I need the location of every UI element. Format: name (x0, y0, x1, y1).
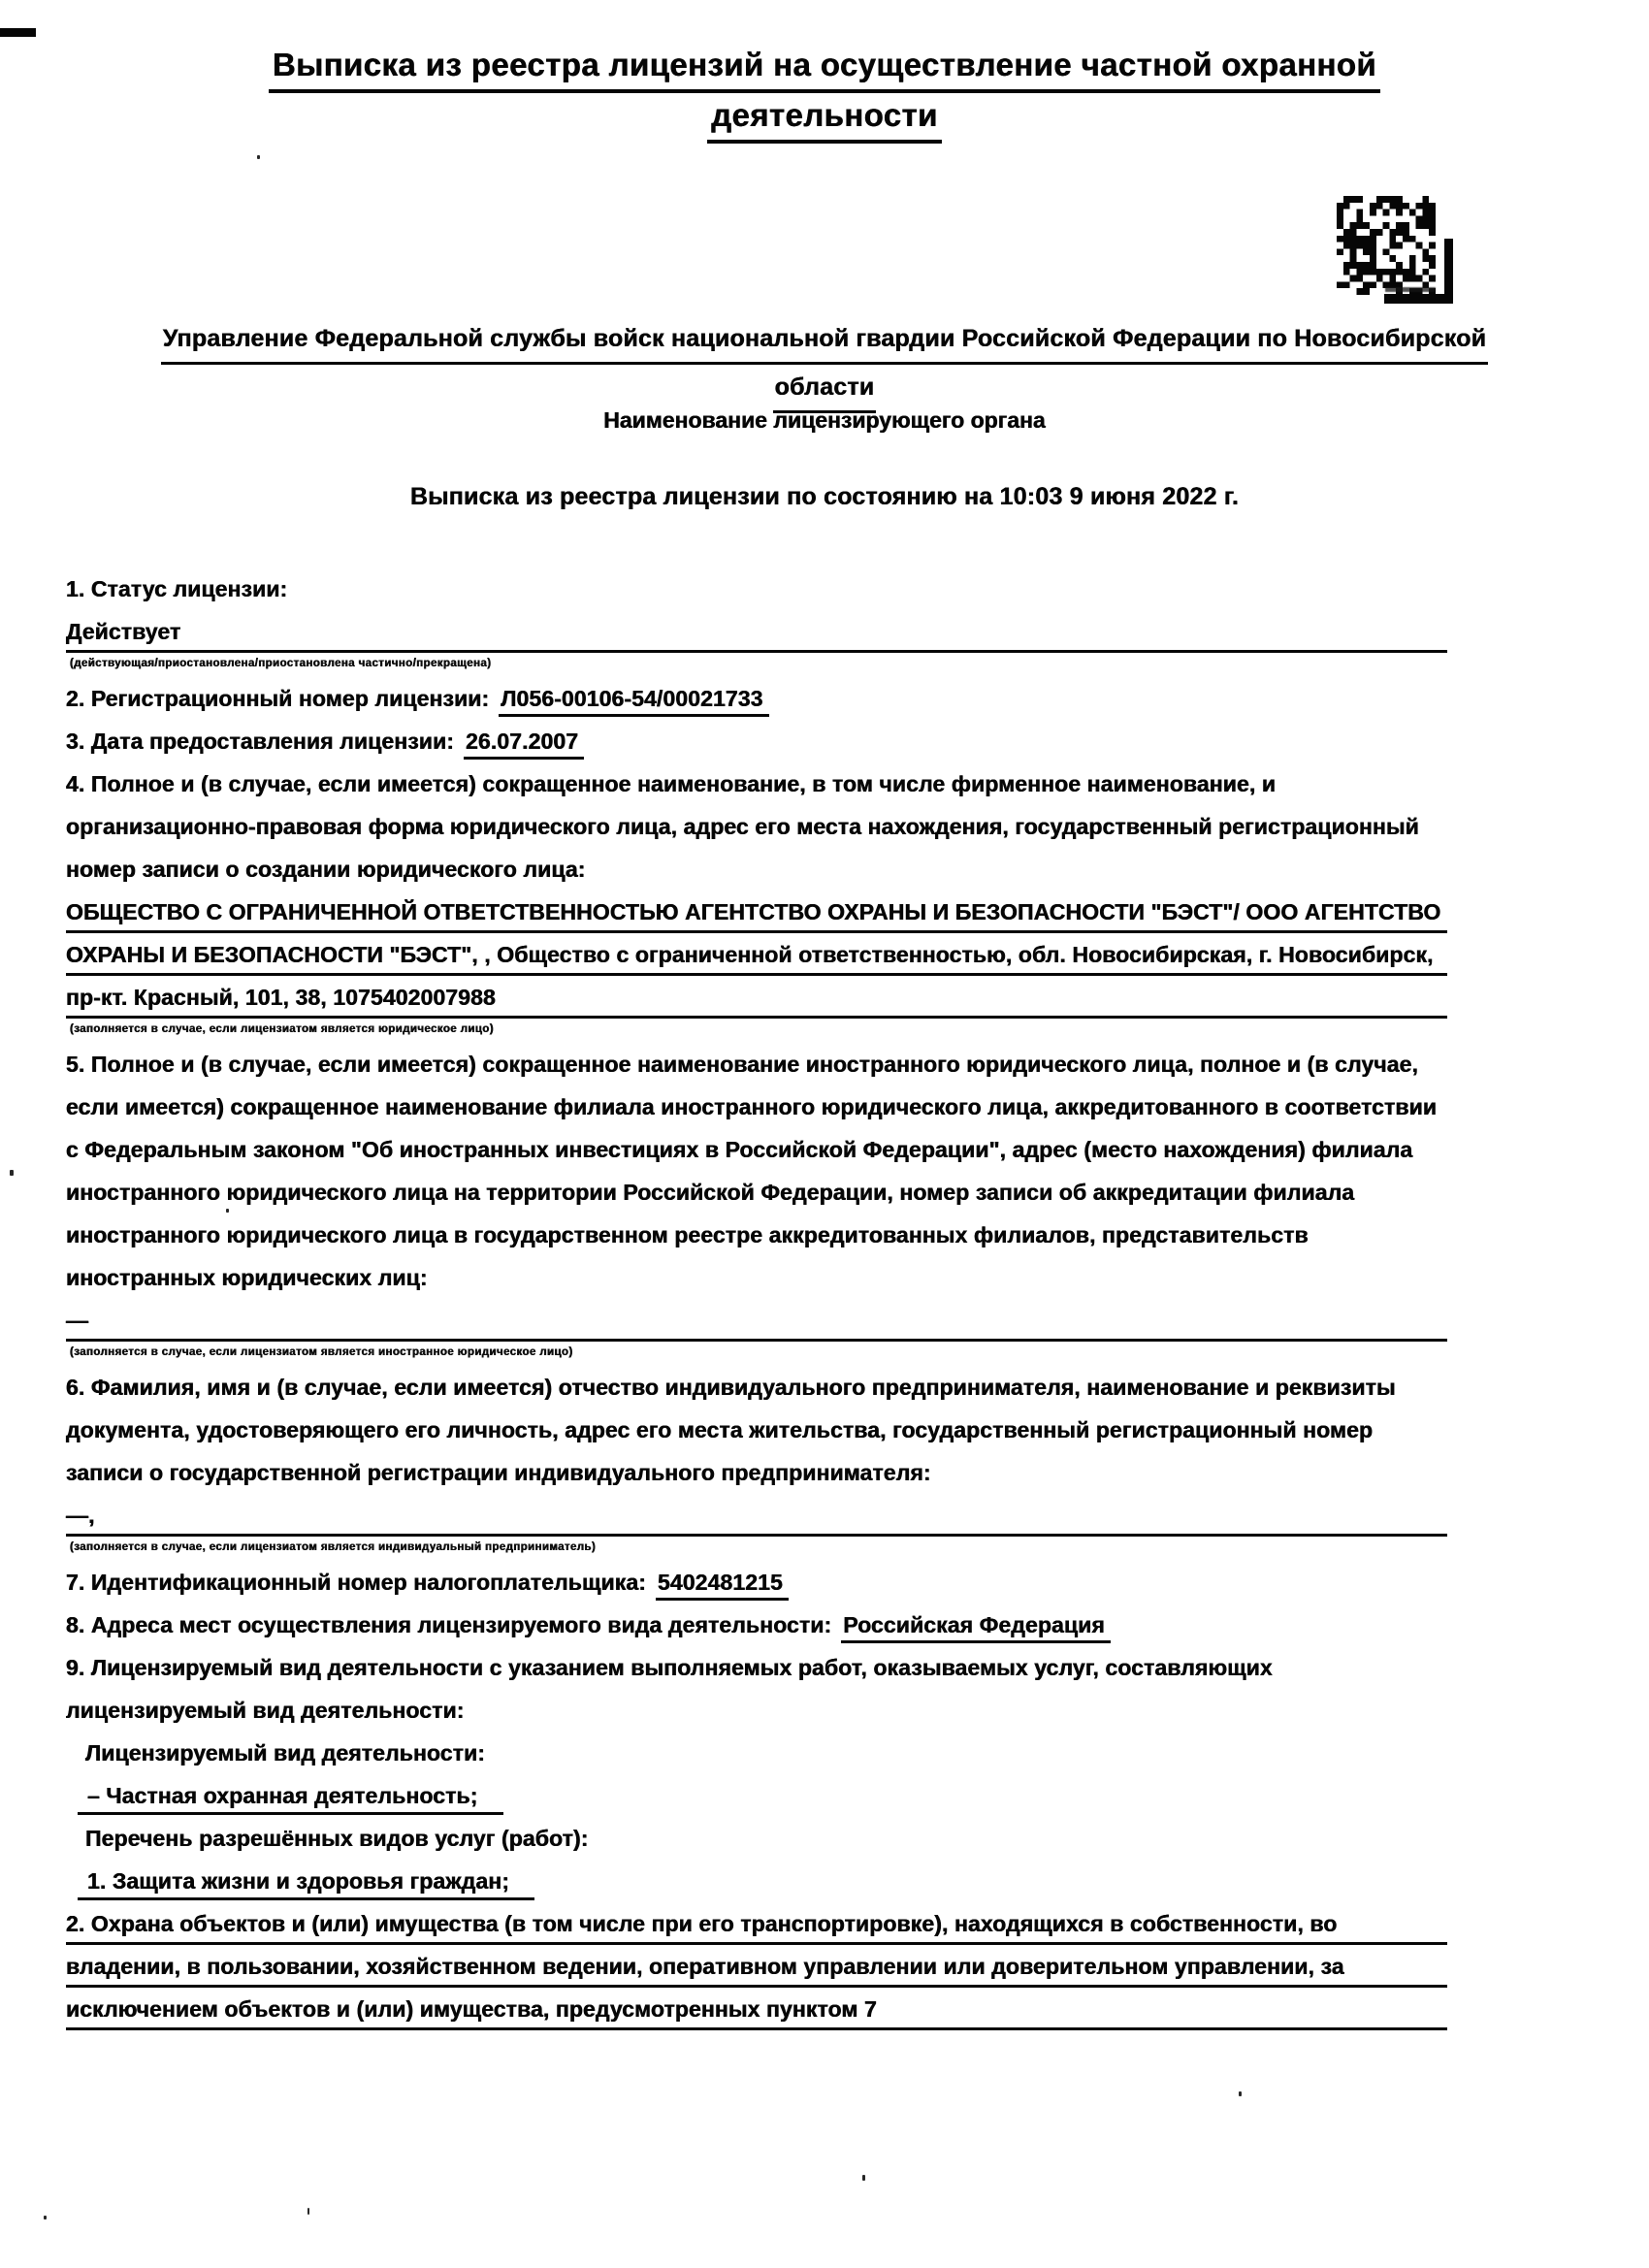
reg-number-value: Л056-00106-54/00021733 (499, 684, 768, 717)
reg-number-label: 2. Регистрационный номер лицензии: (66, 686, 490, 711)
legal-entity-value: ОБЩЕСТВО С ОГРАНИЧЕННОЙ ОТВЕТСТВЕННОСТЬЮ АГЕНТСТВО ОХРАНЫ И БЕЗОПАСНОСТИ "БЭСТ"/ ООО АГЕНТСТВО ОХРАНЫ И БЕЗОПАСНОСТИ "БЭСТ", , Общество с ограниченной ответственностью, обл. Новосибирская, г. Новосибирск, пр-кт. Красный, 101, 38, 1075402007988 (66, 891, 1447, 1019)
addresses-value: Российская Федерация (841, 1610, 1111, 1643)
status-value: Действует (66, 610, 1447, 653)
service-item-1 (66, 1860, 1447, 1902)
document-title (0, 43, 1649, 144)
document-body (66, 567, 1447, 2030)
activity-header-label: 9. Лицензируемый вид деятельности с указанием выполняемых работ, оказываемых услуг, составляющих лицензируемый вид деятельности: (66, 1655, 1273, 1723)
scan-artifact-speck (257, 155, 260, 159)
licensing-authority-line2: области (773, 365, 877, 413)
scan-artifact-speck (307, 2208, 309, 2215)
scan-artifact-smudge (1385, 287, 1436, 292)
foreign-entity-label: 5. Полное и (в случае, если имеется) сокращенное наименование иностранного юридического лица, полное и (в случае, если имеется) сокращенное наименование филиала иностранного юридического лица, аккредитованного в соответствии с Федеральным законом "Об иностранных инвестициях в Российской Федерации", адрес (место нахождения) филиала иностранного юридического лица на территории Российской Федерации, номер записи об аккредитации филиала иностранного юридического лица в государственном реестре аккредитованных филиалов, представительств иностранных юридических лиц: (66, 1052, 1438, 1290)
grant-date-row (66, 720, 1447, 762)
reg-number-row (66, 677, 1447, 720)
qr-corner-bracket (1384, 294, 1453, 304)
foreign-entity-note: (заполняется в случае, если лицензиатом является иностранное юридическое лицо) (70, 1346, 573, 1358)
scan-artifact-speck (44, 2216, 47, 2219)
entrepreneur-label: 6. Фамилия, имя и (в случае, если имеется) отчество индивидуального предпринимателя, наименование и реквизиты документа, удостоверяющего его личность, адрес его места жительства, государственный регистрационный номер записи о государственной регистрации индивидуального предпринимателя: (66, 1375, 1396, 1485)
service-item-1-text: 1. Защита жизни и здоровья граждан; (78, 1866, 534, 1900)
document-title-line1: Выписка из реестра лицензий на осуществление частной охранной (269, 43, 1380, 93)
licensing-authority (87, 316, 1562, 413)
scan-artifact-speck (862, 2175, 865, 2181)
addresses-label: 8. Адреса мест осуществления лицензируемого вида деятельности: (66, 1612, 832, 1637)
entrepreneur-note: (заполняется в случае, если лицензиатом является индивидуальный предприниматель) (70, 1541, 597, 1553)
activity-kind-row (66, 1774, 1447, 1817)
entrepreneur-value: —, (66, 1494, 1447, 1537)
inn-value: 5402481215 (656, 1568, 789, 1601)
activity-kind-caption: Лицензируемый вид деятельности: (85, 1740, 486, 1766)
legal-entity-note: (заполняется в случае, если лицензиатом является юридическое лицо) (70, 1023, 494, 1035)
foreign-entity-value: — (66, 1299, 1447, 1342)
services-caption: Перечень разрешённых видов услуг (работ): (85, 1826, 589, 1851)
scan-artifact-speck (10, 1170, 14, 1176)
inn-label: 7. Идентификационный номер налогоплательщика: (66, 1570, 646, 1595)
scan-artifact-dash (0, 28, 36, 37)
inn-row (66, 1561, 1447, 1604)
status-label: 1. Статус лицензии: (66, 576, 288, 601)
status-note: (действующая/приостановлена/приостановлена частично/прекращена) (70, 658, 492, 669)
scan-artifact-speck (226, 1209, 229, 1213)
grant-date-label: 3. Дата предоставления лицензии: (66, 729, 455, 754)
licensing-authority-line1: Управление Федеральной службы войск национальной гвардии Российской Федерации по Новосибирской (161, 316, 1488, 365)
grant-date-value: 26.07.2007 (464, 727, 584, 760)
scan-artifact-speck (1239, 2091, 1242, 2096)
legal-entity-label: 4. Полное и (в случае, если имеется) сокращенное наименование, в том числе фирменное наименование, и организационно-правовая форма юридического лица, адрес его места нахождения, государственный регистрационный номер записи о создании юридического лица: (66, 771, 1419, 882)
licensing-authority-caption: Наименование лицензирующего органа (603, 407, 1046, 433)
service-item-2: 2. Охрана объектов и (или) имущества (в том числе при его транспортировке), находящихся в собственности, во владении, в пользовании, хозяйственном ведении, оперативном управлении или доверительном управлении, за исключением объектов и (или) имущества, предусмотренных пунктом 7 (66, 1902, 1447, 2030)
qr-code-icon (1337, 196, 1436, 295)
document-title-line2: деятельности (707, 93, 942, 144)
addresses-row (66, 1604, 1447, 1646)
statement-date-line: Выписка из реестра лицензии по состоянию на 10:03 9 июня 2022 г. (409, 483, 1240, 510)
activity-kind-value: – Частная охранная деятельность; (78, 1781, 503, 1815)
